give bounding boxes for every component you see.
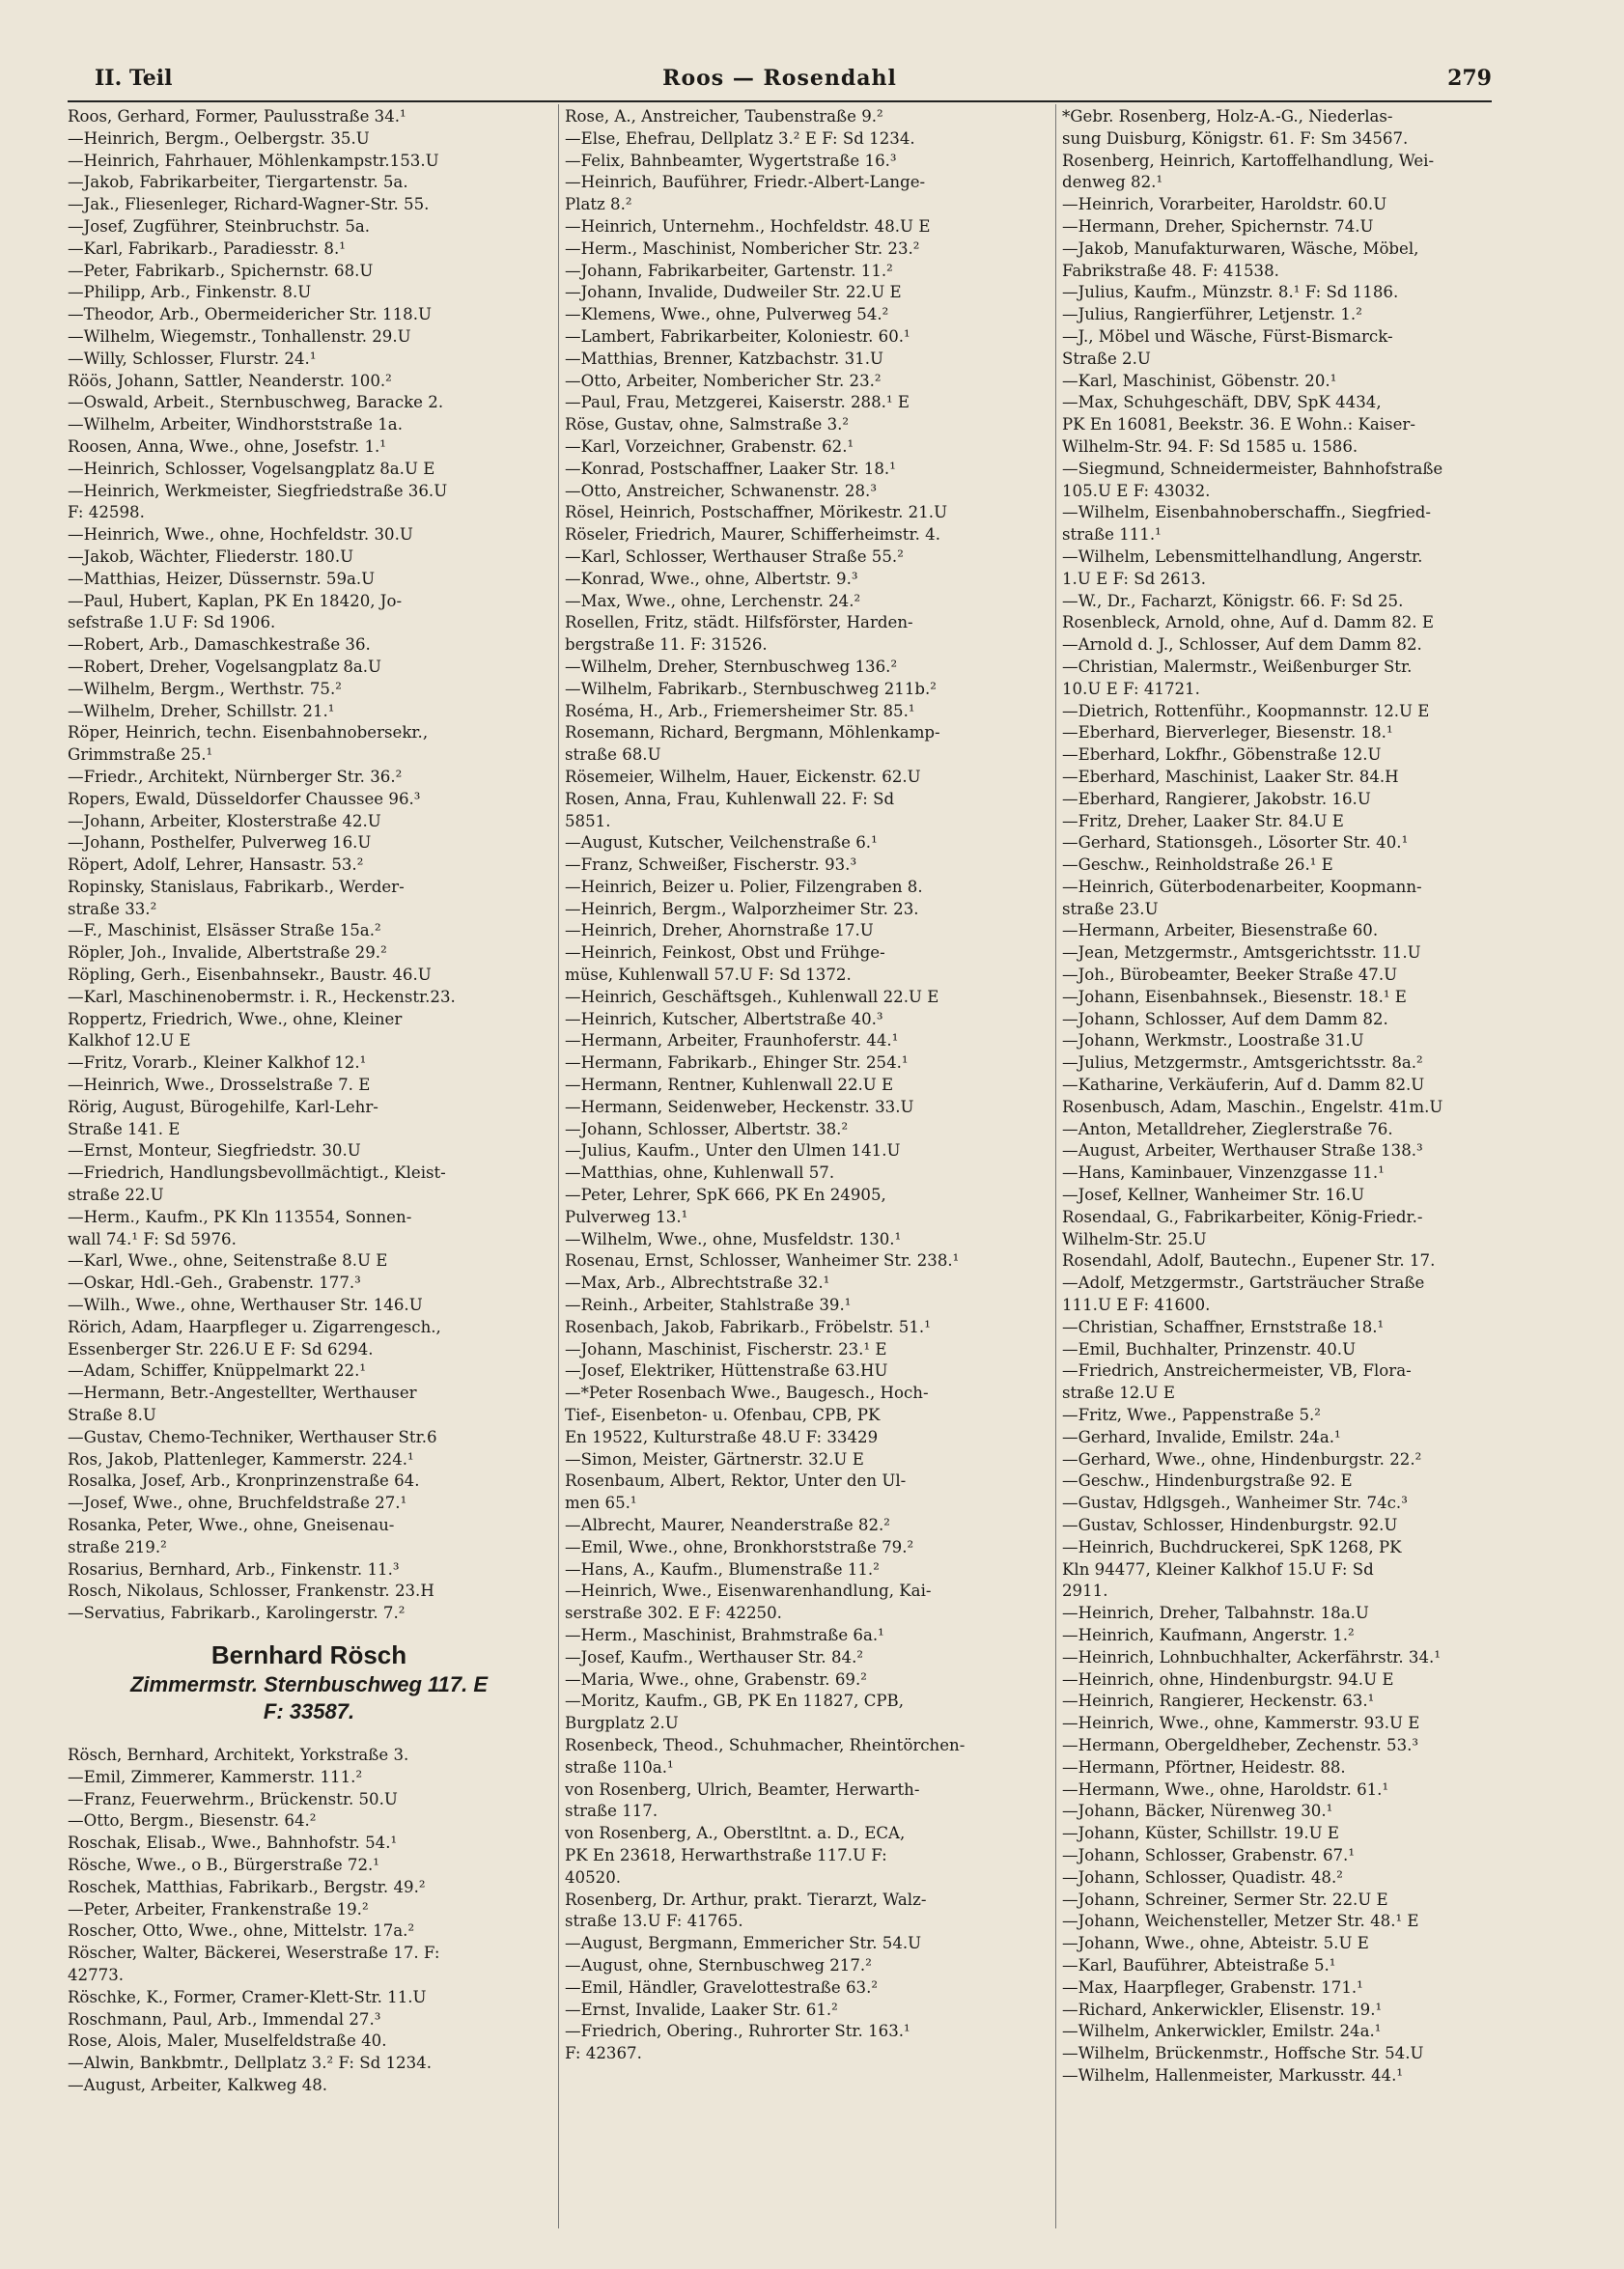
directory-entry: —Heinrich, Bergm., Oelbergstr. 35.U xyxy=(68,128,370,148)
directory-entry: —Otto, Anstreicher, Schwanenstr. 28.³ xyxy=(565,481,877,500)
directory-entry: Straße 141. E xyxy=(68,1119,181,1138)
directory-entry: Roschek, Matthias, Fabrikarb., Bergstr. 49.² xyxy=(68,1877,426,1896)
directory-entry: Tief-, Eisenbeton- u. Ofenbau, CPB, PK xyxy=(565,1406,881,1425)
directory-entry: —Geschw., Hindenburgstraße 92. E xyxy=(1062,1471,1353,1491)
directory-entry: —Wilhelm, Bergm., Werthstr. 75.² xyxy=(68,679,342,698)
directory-entry: —Ernst, Invalide, Laaker Str. 61.² xyxy=(565,2000,838,2019)
directory-entry: —Karl, Maschinist, Göbenstr. 20.¹ xyxy=(1062,371,1337,390)
directory-entry: von Rosenberg, Ulrich, Beamter, Herwarth- xyxy=(565,1779,920,1799)
directory-entry: Röper, Heinrich, techn. Eisenbahnobersekr., xyxy=(68,723,429,742)
directory-entry: 5851. xyxy=(565,811,611,830)
directory-entry: Rosenberg, Dr. Arthur, prakt. Tierarzt, Walz- xyxy=(565,1890,927,1909)
directory-entry: 105.U E F: 43032. xyxy=(1062,481,1211,500)
directory-entry: Grimmstraße 25.¹ xyxy=(68,745,213,765)
directory-entry: —Heinrich, Bauführer, Friedr.-Albert-Lange- xyxy=(565,173,926,192)
directory-entry: —Heinrich, Feinkost, Obst und Frühge- xyxy=(565,943,885,963)
directory-entry: Rosenbach, Jakob, Fabrikarb., Fröbelstr. 51.¹ xyxy=(565,1317,931,1336)
directory-entry: —Paul, Frau, Metzgerei, Kaiserstr. 288.¹ E xyxy=(565,393,910,412)
directory-entry: —Johann, Bäcker, Nürenweg 30.¹ xyxy=(1062,1802,1333,1821)
directory-entry: —Wilhelm, Wwe., ohne, Musfeldstr. 130.¹ xyxy=(565,1229,902,1248)
directory-entry: —Eberhard, Maschinist, Laaker Str. 84.H xyxy=(1062,767,1399,786)
directory-entry: —Franz, Feuerwehrm., Brückenstr. 50.U xyxy=(68,1789,398,1808)
directory-entry: —Hermann, Fabrikarb., Ehinger Str. 254.¹ xyxy=(565,1053,909,1073)
directory-entry: —Wilhelm, Eisenbahnoberschaffn., Siegfried- xyxy=(1062,503,1432,522)
directory-entry: —Heinrich, Fahrhauer, Möhlenkampstr.153.U xyxy=(68,151,439,170)
directory-entry: —Matthias, Heizer, Düssernstr. 59a.U xyxy=(68,569,376,588)
directory-entry: —Maria, Wwe., ohne, Grabenstr. 69.² xyxy=(565,1669,867,1689)
directory-entry: —Hermann, Arbeiter, Fraunhoferstr. 44.¹ xyxy=(565,1031,899,1050)
directory-entry: Rörig, August, Bürogehilfe, Karl-Lehr- xyxy=(68,1097,378,1116)
directory-entry: —Herm., Maschinist, Brahmstraße 6a.¹ xyxy=(565,1625,884,1644)
directory-entry: —Emil, Buchhalter, Prinzenstr. 40.U xyxy=(1062,1339,1357,1359)
directory-entry: —Oskar, Hdl.-Geh., Grabenstr. 177.³ xyxy=(68,1274,361,1293)
directory-entry: F: 42598. xyxy=(68,503,145,522)
directory-entry: Rosendaal, G., Fabrikarbeiter, König-Friedr.- xyxy=(1062,1207,1423,1226)
ad-line-1: Zimmermstr. Sternbuschweg 117. E xyxy=(129,1671,489,1696)
directory-entry: —Johann, Arbeiter, Klosterstraße 42.U xyxy=(68,811,381,830)
directory-entry: —Hans, Kaminbauer, Vinzenzgasse 11.¹ xyxy=(1062,1163,1385,1183)
directory-entry: —Peter, Lehrer, SpK 666, PK En 24905, xyxy=(565,1186,886,1205)
advertisement-box xyxy=(68,1639,550,1725)
directory-entry: —Julius, Kaufm., Münzstr. 8.¹ F: Sd 1186. xyxy=(1062,283,1399,302)
directory-entry: —Heinrich, ohne, Hindenburgstr. 94.U E xyxy=(1062,1669,1394,1689)
directory-entry: —Johann, Schlosser, Grabenstr. 67.¹ xyxy=(1062,1845,1355,1864)
directory-entry: *Gebr. Rosenberg, Holz-A.-G., Niederlas- xyxy=(1062,107,1393,126)
directory-entry: Rösel, Heinrich, Postschaffner, Mörikestr. 21.U xyxy=(565,503,948,522)
directory-entry: —Wilhelm, Ankerwickler, Emilstr. 24a.¹ xyxy=(1062,2022,1382,2041)
directory-entry: 42773. xyxy=(68,1965,125,1984)
directory-entry: —Johann, Werkmstr., Loostraße 31.U xyxy=(1062,1031,1364,1050)
directory-entry: 40520. xyxy=(565,1867,622,1887)
directory-entry: —*Peter Rosenbach Wwe., Baugesch., Hoch- xyxy=(565,1384,929,1403)
directory-entry: —Fritz, Wwe., Pappenstraße 5.² xyxy=(1062,1406,1321,1425)
directory-entry: —Heinrich, Lohnbuchhalter, Ackerfährstr. 34.¹ xyxy=(1062,1647,1441,1667)
directory-entry: —Paul, Hubert, Kaplan, PK En 18420, Jo- xyxy=(68,591,403,610)
directory-entry: 2911. xyxy=(1062,1582,1108,1601)
directory-entry: —Jak., Fliesenleger, Richard-Wagner-Str. 55. xyxy=(68,195,430,214)
directory-entry: —Karl, Wwe., ohne, Seitenstraße 8.U E xyxy=(68,1251,388,1271)
directory-entry: Fabrikstraße 48. F: 41538. xyxy=(1062,261,1279,280)
directory-entry: —Karl, Schlosser, Werthauser Straße 55.² xyxy=(565,546,904,566)
directory-entry: Röpling, Gerh., Eisenbahnsekr., Baustr. 46.U xyxy=(68,966,432,985)
directory-entry: —Christian, Schaffner, Ernststraße 18.¹ xyxy=(1062,1317,1385,1336)
directory-entry: —Johann, Fabrikarbeiter, Gartenstr. 11.² xyxy=(565,261,893,280)
directory-entry: —Heinrich, Kutscher, Albertstraße 40.³ xyxy=(565,1009,883,1028)
directory-entry: —Wilh., Wwe., ohne, Werthauser Str. 146.U xyxy=(68,1296,423,1315)
directory-entry: Straße 2.U xyxy=(1062,349,1151,368)
directory-entry: —Gerhard, Wwe., ohne, Hindenburgstr. 22.² xyxy=(1062,1449,1422,1469)
directory-entry: —Matthias, Brenner, Katzbachstr. 31.U xyxy=(565,349,883,368)
directory-entry: —Johann, Weichensteller, Metzer Str. 48.¹ E xyxy=(1062,1912,1419,1931)
column-divider xyxy=(1055,104,1056,2228)
directory-entry: —Reinh., Arbeiter, Stahlstraße 39.¹ xyxy=(565,1296,852,1315)
directory-entry: —Hermann, Wwe., ohne, Haroldstr. 61.¹ xyxy=(1062,1779,1389,1799)
directory-entry: müse, Kuhlenwall 57.U F: Sd 1372. xyxy=(565,966,852,985)
directory-entry: —Robert, Dreher, Vogelsangplatz 8a.U xyxy=(68,657,382,676)
directory-entry: —Wilhelm, Hallenmeister, Markusstr. 44.¹ xyxy=(1062,2065,1404,2085)
directory-entry: —Julius, Metzgermstr., Amtsgerichtsstr. 8a.² xyxy=(1062,1053,1423,1073)
directory-entry: —Julius, Kaufm., Unter den Ulmen 141.U xyxy=(565,1141,901,1161)
directory-entry: —Philipp, Arb., Finkenstr. 8.U xyxy=(68,283,312,302)
directory-entry: —Heinrich, Schlosser, Vogelsangplatz 8a.U E xyxy=(68,459,435,478)
directory-entry: —Jean, Metzgermstr., Amtsgerichtsstr. 11.U xyxy=(1062,943,1421,963)
directory-entry: men 65.¹ xyxy=(565,1494,637,1513)
directory-entry: Röschke, K., Former, Cramer-Klett-Str. 11.U xyxy=(68,1987,427,2006)
directory-entry: straße 117. xyxy=(565,1802,658,1821)
directory-entry: Rosemann, Richard, Bergmann, Möhlenkamp- xyxy=(565,723,940,742)
directory-entry: —Johann, Schlosser, Albertstr. 38.² xyxy=(565,1119,849,1138)
directory-entry: —Heinrich, Wwe., ohne, Hochfeldstr. 30.U xyxy=(68,525,413,545)
directory-entry: —Richard, Ankerwickler, Elisenstr. 19.¹ xyxy=(1062,2000,1383,2019)
ad-line-2: F: 33587. xyxy=(263,1698,355,1723)
directory-entry: Roschmann, Paul, Arb., Immendal 27.³ xyxy=(68,2009,381,2029)
directory-entry: —Wilhelm, Brückenmstr., Hoffsche Str. 54.U xyxy=(1062,2044,1424,2063)
directory-entry: Rosenbeck, Theod., Schuhmacher, Rheintörchen- xyxy=(565,1735,966,1754)
directory-entry: En 19522, Kulturstraße 48.U F: 33429 xyxy=(565,1427,879,1446)
directory-entry: Rosanka, Peter, Wwe., ohne, Gneisenau- xyxy=(68,1516,395,1534)
directory-entry: Ropinsky, Stanislaus, Fabrikarb., Werder- xyxy=(68,877,405,896)
directory-entry: Roschak, Elisab., Wwe., Bahnhofstr. 54.¹ xyxy=(68,1834,398,1853)
directory-entry: —Johann, Posthelfer, Pulverweg 16.U xyxy=(68,833,372,853)
directory-entry: —Peter, Fabrikarb., Spichernstr. 68.U xyxy=(68,261,374,280)
column-3 xyxy=(1062,106,1545,2230)
directory-entry: Ropers, Ewald, Düsseldorfer Chaussee 96.³ xyxy=(68,789,421,808)
directory-entry: —Eberhard, Bierverleger, Biesenstr. 18.¹ xyxy=(1062,723,1393,742)
directory-entry: —Matthias, ohne, Kuhlenwall 57. xyxy=(565,1163,835,1183)
directory-entry: denweg 82.¹ xyxy=(1062,173,1163,192)
directory-entry: —Willy, Schlosser, Flurstr. 24.¹ xyxy=(68,349,317,368)
directory-entry: Röseler, Friedrich, Maurer, Schifferheimstr. 4. xyxy=(565,525,940,545)
page-title: Roos — Rosendahl xyxy=(662,66,897,91)
directory-entry: —Karl, Vorzeichner, Grabenstr. 62.¹ xyxy=(565,436,854,456)
directory-entry: —Heinrich, Buchdruckerei, SpK 1268, PK xyxy=(1062,1537,1402,1556)
directory-entry: —Hermann, Obergeldheber, Zechenstr. 53.³ xyxy=(1062,1735,1419,1754)
directory-entry: Rosarius, Bernhard, Arb., Finkenstr. 11.³ xyxy=(68,1559,400,1579)
directory-entry: PK En 23618, Herwarthstraße 117.U F: xyxy=(565,1845,887,1864)
directory-entry: sefstraße 1.U F: Sd 1906. xyxy=(68,613,276,632)
directory-entry: straße 22.U xyxy=(68,1186,164,1205)
directory-entry: —Dietrich, Rottenführ., Koopmannstr. 12.U E xyxy=(1062,701,1430,720)
directory-entry: —Moritz, Kaufm., GB, PK En 11827, CPB, xyxy=(565,1692,905,1711)
directory-entry: —Heinrich, Unternehm., Hochfeldstr. 48.U E xyxy=(565,216,931,236)
directory-entry: serstraße 302. E F: 42250. xyxy=(565,1604,782,1623)
directory-entry: —Heinrich, Geschäftsgeh., Kuhlenwall 22.U E xyxy=(565,987,939,1006)
directory-entry: —Heinrich, Bergm., Walporzheimer Str. 23. xyxy=(565,899,919,918)
section-label: II. Teil xyxy=(95,66,173,91)
directory-entry: Rosen, Anna, Frau, Kuhlenwall 22. F: Sd xyxy=(565,789,895,808)
directory-entry: —Peter, Arbeiter, Frankenstraße 19.² xyxy=(68,1899,369,1919)
directory-entry: —August, Arbeiter, Kalkweg 48. xyxy=(68,2075,328,2094)
directory-entry: —Simon, Meister, Gärtnerstr. 32.U E xyxy=(565,1449,864,1469)
directory-entry: straße 68.U xyxy=(565,745,661,765)
directory-entry: —Friedr., Architekt, Nürnberger Str. 36.² xyxy=(68,767,403,786)
directory-entry: —Johann, Eisenbahnsek., Biesenstr. 18.¹ E xyxy=(1062,987,1407,1006)
directory-entry: —Hermann, Dreher, Spichernstr. 74.U xyxy=(1062,216,1374,236)
directory-entry: —Adam, Schiffer, Knüppelmarkt 22.¹ xyxy=(68,1361,367,1381)
column-1-entries-top xyxy=(68,106,550,1625)
directory-entry: —Wilhelm, Dreher, Sternbuschweg 136.² xyxy=(565,657,898,676)
directory-entry: —Gerhard, Stationsgeh., Lösorter Str. 40.¹ xyxy=(1062,833,1409,853)
directory-entry: von Rosenberg, A., Oberstltnt. a. D., ECA, xyxy=(565,1824,906,1843)
directory-entry: F: 42367. xyxy=(565,2044,642,2063)
directory-entry: —Wilhelm, Dreher, Schillstr. 21.¹ xyxy=(68,701,335,720)
directory-entry: Roséma, H., Arb., Friemersheimer Str. 85.¹ xyxy=(565,701,915,720)
directory-entry: straße 219.² xyxy=(68,1537,167,1556)
directory-entry: —Karl, Bauführer, Abteistraße 5.¹ xyxy=(1062,1955,1336,1975)
directory-entry: —Hans, A., Kaufm., Blumenstraße 11.² xyxy=(565,1559,880,1579)
directory-entry: —Joh., Bürobeamter, Beeker Straße 47.U xyxy=(1062,966,1398,985)
directory-entry: —Johann, Schreiner, Sermer Str. 22.U E xyxy=(1062,1890,1388,1909)
column-1 xyxy=(68,106,550,2230)
directory-entry: Essenberger Str. 226.U E F: Sd 6294. xyxy=(68,1339,374,1359)
directory-entry: Rose, Alois, Maler, Muselfeldstraße 40. xyxy=(68,2031,387,2051)
directory-entry: —Anton, Metalldreher, Zieglerstraße 76. xyxy=(1062,1119,1393,1138)
directory-entry: Kln 94477, Kleiner Kalkhof 15.U F: Sd xyxy=(1062,1559,1374,1579)
directory-entry: —Geschw., Reinholdstraße 26.¹ E xyxy=(1062,855,1333,875)
directory-entry: —Emil, Händler, Gravelottestraße 63.² xyxy=(565,1977,879,1997)
directory-entry: Rosenberg, Heinrich, Kartoffelhandlung, Wei- xyxy=(1062,151,1435,170)
directory-entry: —Jakob, Fabrikarbeiter, Tiergartenstr. 5a. xyxy=(68,173,408,192)
page-header xyxy=(68,62,1492,100)
directory-entry: straße 33.² xyxy=(68,899,157,918)
directory-entry: —Herm., Maschinist, Nombericher Str. 23.² xyxy=(565,238,920,258)
directory-entry: —Alwin, Bankbmtr., Dellplatz 3.² F: Sd 1234. xyxy=(68,2054,432,2073)
column-divider xyxy=(558,104,559,2228)
directory-entry: —Emil, Zimmerer, Kammerstr. 111.² xyxy=(68,1767,363,1786)
directory-entry: Rosenbusch, Adam, Maschin., Engelstr. 41m.U xyxy=(1062,1097,1443,1116)
directory-entry: —Klemens, Wwe., ohne, Pulverweg 54.² xyxy=(565,305,889,324)
directory-entry: Röpert, Adolf, Lehrer, Hansastr. 53.² xyxy=(68,855,364,875)
directory-entry: Platz 8.² xyxy=(565,195,632,214)
directory-entry: —Else, Ehefrau, Dellplatz 3.² E F: Sd 1234. xyxy=(565,128,915,148)
directory-entry: —Felix, Bahnbeamter, Wygertstraße 16.³ xyxy=(565,151,897,170)
directory-entry: —Otto, Bergm., Biesenstr. 64.² xyxy=(68,1811,317,1831)
directory-entry: —August, ohne, Sternbuschweg 217.² xyxy=(565,1955,872,1975)
directory-entry: Roosen, Anna, Wwe., ohne, Josefstr. 1.¹ xyxy=(68,436,386,456)
directory-entry: Rosenbaum, Albert, Rektor, Unter den Ul- xyxy=(565,1471,907,1491)
directory-entry: —Max, Haarpfleger, Grabenstr. 171.¹ xyxy=(1062,1977,1363,1997)
directory-entry: —Heinrich, Rangierer, Heckenstr. 63.¹ xyxy=(1062,1692,1375,1711)
directory-entry: —Franz, Schweißer, Fischerstr. 93.³ xyxy=(565,855,857,875)
directory-entry: —Wilhelm, Wiegemstr., Tonhallenstr. 29.U xyxy=(68,326,411,346)
directory-entry: —Ernst, Monteur, Siegfriedstr. 30.U xyxy=(68,1141,361,1161)
directory-entry: Roppertz, Friedrich, Wwe., ohne, Kleiner xyxy=(68,1009,403,1028)
directory-entry: —Katharine, Verkäuferin, Auf d. Damm 82.U xyxy=(1062,1076,1425,1095)
column-1-entries-bottom xyxy=(68,1745,550,2097)
directory-entry: —Heinrich, Wwe., Drosselstraße 7. E xyxy=(68,1076,371,1095)
directory-entry: straße 13.U F: 41765. xyxy=(565,1912,743,1931)
directory-entry: —Gustav, Chemo-Techniker, Werthauser Str.6 xyxy=(68,1427,437,1446)
directory-entry: Röse, Gustav, ohne, Salmstraße 3.² xyxy=(565,415,850,434)
directory-entry: —Adolf, Metzgermstr., Gartsträucher Straße xyxy=(1062,1274,1425,1293)
directory-entry: —Josef, Zugführer, Steinbruchstr. 5a. xyxy=(68,216,371,236)
directory-entry: 1.U E F: Sd 2613. xyxy=(1062,569,1207,588)
directory-entry: 10.U E F: 41721. xyxy=(1062,679,1200,698)
directory-entry: —Wilhelm, Arbeiter, Windhorststraße 1a. xyxy=(68,415,403,434)
directory-entry: —Gerhard, Invalide, Emilstr. 24a.¹ xyxy=(1062,1427,1341,1446)
directory-entry: —Eberhard, Rangierer, Jakobstr. 16.U xyxy=(1062,789,1371,808)
directory-entry: —Otto, Arbeiter, Nombericher Str. 23.² xyxy=(565,371,882,390)
directory-entry: Röös, Johann, Sattler, Neanderstr. 100.² xyxy=(68,371,392,390)
directory-entry: —Servatius, Fabrikarb., Karolingerstr. 7.² xyxy=(68,1604,406,1623)
directory-entry: —Emil, Wwe., ohne, Bronkhorststraße 79.² xyxy=(565,1537,914,1556)
directory-entry: Rosendahl, Adolf, Bautechn., Eupener Str. 17. xyxy=(1062,1251,1436,1271)
directory-entry: PK En 16081, Beekstr. 36. E Wohn.: Kaiser- xyxy=(1062,415,1415,434)
directory-entry: —Jakob, Manufakturwaren, Wäsche, Möbel, xyxy=(1062,238,1419,258)
directory-entry: —Johann, Invalide, Dudweiler Str. 22.U E xyxy=(565,283,902,302)
directory-entry: —Heinrich, Dreher, Talbahnstr. 18a.U xyxy=(1062,1604,1369,1623)
directory-entry: —Heinrich, Wwe., ohne, Kammerstr. 93.U E xyxy=(1062,1714,1420,1733)
directory-entry: —Heinrich, Wwe., Eisenwarenhandlung, Kai- xyxy=(565,1582,932,1601)
directory-entry: —August, Kutscher, Veilchenstraße 6.¹ xyxy=(565,833,878,853)
directory-entry: Rose, A., Anstreicher, Taubenstraße 9.² xyxy=(565,107,883,126)
directory-entry: —J., Möbel und Wäsche, Fürst-Bismarck- xyxy=(1062,326,1393,346)
directory-entry: —Johann, Schlosser, Auf dem Damm 82. xyxy=(1062,1009,1388,1028)
directory-entry: —Johann, Schlosser, Quadistr. 48.² xyxy=(1062,1867,1343,1887)
directory-entry: straße 111.¹ xyxy=(1062,525,1162,545)
directory-entry: Wilhelm-Str. 25.U xyxy=(1062,1229,1207,1248)
directory-entry: —W., Dr., Facharzt, Königstr. 66. F: Sd 25. xyxy=(1062,591,1404,610)
directory-entry: —Fritz, Dreher, Laaker Str. 84.U E xyxy=(1062,811,1344,830)
directory-entry: straße 12.U E xyxy=(1062,1384,1175,1403)
directory-entry: —Hermann, Arbeiter, Biesenstraße 60. xyxy=(1062,921,1379,940)
ad-name: Bernhard Rösch xyxy=(210,1639,407,1669)
directory-entry: 111.U E F: 41600. xyxy=(1062,1296,1211,1315)
directory-entry: —Josef, Kellner, Wanheimer Str. 16.U xyxy=(1062,1186,1365,1205)
directory-entry: Rosalka, Josef, Arb., Kronprinzenstraße 64. xyxy=(68,1471,420,1491)
column-2 xyxy=(565,106,1048,2230)
directory-entry: —Johann, Maschinist, Fischerstr. 23.¹ E xyxy=(565,1339,887,1359)
directory-entry: —Lambert, Fabrikarbeiter, Koloniestr. 60.¹ xyxy=(565,326,910,346)
directory-entry: —Wilhelm, Fabrikarb., Sternbuschweg 211b.² xyxy=(565,679,937,698)
directory-entry: straße 23.U xyxy=(1062,899,1159,918)
directory-entry: —Fritz, Vorarb., Kleiner Kalkhof 12.¹ xyxy=(68,1053,367,1073)
directory-entry: —Karl, Fabrikarb., Paradiesstr. 8.¹ xyxy=(68,238,346,258)
directory-entry: —Konrad, Postschaffner, Laaker Str. 18.¹ xyxy=(565,459,896,478)
directory-entry: —Theodor, Arb., Obermeidericher Str. 118.U xyxy=(68,305,432,324)
directory-entry: —Max, Wwe., ohne, Lerchenstr. 24.² xyxy=(565,591,861,610)
directory-entry: —Hermann, Pförtner, Heidestr. 88. xyxy=(1062,1757,1346,1777)
page-number: 279 xyxy=(1447,66,1492,91)
directory-entry: —August, Arbeiter, Werthauser Straße 138.³ xyxy=(1062,1141,1423,1161)
directory-entry: —Johann, Küster, Schillstr. 19.U E xyxy=(1062,1824,1339,1843)
directory-entry: —Eberhard, Lokfhr., Göbenstraße 12.U xyxy=(1062,745,1382,765)
directory-entry: —Gustav, Schlosser, Hindenburgstr. 92.U xyxy=(1062,1516,1398,1534)
directory-entry: —Christian, Malermstr., Weißenburger Str. xyxy=(1062,657,1413,676)
directory-entry: Rösemeier, Wilhelm, Hauer, Eickenstr. 62.U xyxy=(565,767,921,786)
directory-entry: Ros, Jakob, Plattenleger, Kammerstr. 224.¹ xyxy=(68,1449,414,1469)
directory-entry: —Oswald, Arbeit., Sternbuschweg, Baracke 2. xyxy=(68,393,444,412)
directory-entry: —Albrecht, Maurer, Neanderstraße 82.² xyxy=(565,1516,890,1534)
directory-entry: —F., Maschinist, Elsässer Straße 15a.² xyxy=(68,921,381,940)
directory-entry: Straße 8.U xyxy=(68,1406,156,1425)
column-3-entries xyxy=(1062,106,1545,2087)
directory-entry: —Julius, Rangierführer, Letjenstr. 1.² xyxy=(1062,305,1362,324)
directory-entry: —Robert, Arb., Damaschkestraße 36. xyxy=(68,635,371,655)
directory-entry: —Wilhelm, Lebensmittelhandlung, Angerstr. xyxy=(1062,546,1423,566)
directory-entry: —Karl, Maschinenobermstr. i. R., Heckenstr.23. xyxy=(68,987,456,1006)
directory-entry: —Friedrich, Obering., Ruhrorter Str. 163.¹ xyxy=(565,2022,910,2041)
directory-entry: Rosch, Nikolaus, Schlosser, Frankenstr. 23.H xyxy=(68,1582,434,1601)
directory-entry: —Heinrich, Vorarbeiter, Haroldstr. 60.U xyxy=(1062,195,1387,214)
directory-entry: Rosellen, Fritz, städt. Hilfsförster, Harden- xyxy=(565,613,913,632)
directory-entry: —Josef, Elektriker, Hüttenstraße 63.HU xyxy=(565,1361,888,1381)
directory-entry: Wilhelm-Str. 94. F: Sd 1585 u. 1586. xyxy=(1062,436,1358,456)
directory-entry: —Josef, Kaufm., Werthauser Str. 84.² xyxy=(565,1647,864,1667)
directory-entry: —Hermann, Rentner, Kuhlenwall 22.U E xyxy=(565,1076,894,1095)
directory-entry: —Johann, Wwe., ohne, Abteistr. 5.U E xyxy=(1062,1934,1369,1953)
directory-entry: —Friedrich, Anstreichermeister, VB, Flora- xyxy=(1062,1361,1412,1381)
column-2-entries xyxy=(565,106,1048,2065)
directory-entry: straße 110a.¹ xyxy=(565,1757,674,1777)
directory-entry: Röscher, Walter, Bäckerei, Weserstraße 17. F: xyxy=(68,1944,440,1963)
directory-entry: —Herm., Kaufm., PK Kln 113554, Sonnen- xyxy=(68,1207,412,1226)
directory-entry: Röpler, Joh., Invalide, Albertstraße 29.² xyxy=(68,943,387,963)
directory-entry: —Friedrich, Handlungsbevollmächtigt., Kleist- xyxy=(68,1163,446,1183)
directory-entry: —Max, Arb., Albrechtstraße 32.¹ xyxy=(565,1274,830,1293)
directory-entry: Roscher, Otto, Wwe., ohne, Mittelstr. 17a.² xyxy=(68,1921,415,1941)
directory-entry: Rosenbleck, Arnold, ohne, Auf d. Damm 82. E xyxy=(1062,613,1434,632)
directory-entry: —Hermann, Betr.-Angestellter, Werthauser xyxy=(68,1384,417,1403)
directory-entry: —Max, Schuhgeschäft, DBV, SpK 4434, xyxy=(1062,393,1382,412)
directory-entry: —Heinrich, Dreher, Ahornstraße 17.U xyxy=(565,921,874,940)
directory-entry: Rörich, Adam, Haarpfleger u. Zigarrengesch., xyxy=(68,1317,441,1336)
directory-entry: Kalkhof 12.U E xyxy=(68,1031,191,1050)
directory-entry: —Heinrich, Werkmeister, Siegfriedstraße 36.U xyxy=(68,481,448,500)
directory-entry: Burgplatz 2.U xyxy=(565,1714,679,1733)
directory-entry: sung Duisburg, Königstr. 61. F: Sm 34567. xyxy=(1062,128,1409,148)
directory-entry: Rosenau, Ernst, Schlosser, Wanheimer Str. 238.¹ xyxy=(565,1251,960,1271)
directory-entry: —Hermann, Seidenweber, Heckenstr. 33.U xyxy=(565,1097,914,1116)
directory-entry: —Gustav, Hdlgsgeh., Wanheimer Str. 74c.³ xyxy=(1062,1494,1408,1513)
directory-entry: Roos, Gerhard, Former, Paulusstraße 34.¹ xyxy=(68,107,406,126)
directory-entry: wall 74.¹ F: Sd 5976. xyxy=(68,1229,237,1248)
directory-entry: —Heinrich, Kaufmann, Angerstr. 1.² xyxy=(1062,1625,1355,1644)
directory-entry: Rösche, Wwe., o B., Bürgerstraße 72.¹ xyxy=(68,1855,379,1874)
directory-entry: —Siegmund, Schneidermeister, Bahnhofstraße xyxy=(1062,459,1443,478)
directory-entry: bergstraße 11. F: 31526. xyxy=(565,635,768,655)
directory-entry: —Konrad, Wwe., ohne, Albertstr. 9.³ xyxy=(565,569,858,588)
directory-entry: —August, Bergmann, Emmericher Str. 54.U xyxy=(565,1934,922,1953)
directory-entry: —Josef, Wwe., ohne, Bruchfeldstraße 27.¹ xyxy=(68,1494,407,1513)
header-rule xyxy=(68,100,1492,102)
directory-entry: Pulverweg 13.¹ xyxy=(565,1207,688,1226)
directory-entry: Rösch, Bernhard, Architekt, Yorkstraße 3. xyxy=(68,1745,409,1764)
directory-entry: —Jakob, Wächter, Fliederstr. 180.U xyxy=(68,546,354,566)
directory-entry: —Heinrich, Güterbodenarbeiter, Koopmann- xyxy=(1062,877,1422,896)
directory-entry: —Heinrich, Beizer u. Polier, Filzengraben 8. xyxy=(565,877,923,896)
directory-entry: —Arnold d. J., Schlosser, Auf dem Damm 82. xyxy=(1062,635,1422,655)
